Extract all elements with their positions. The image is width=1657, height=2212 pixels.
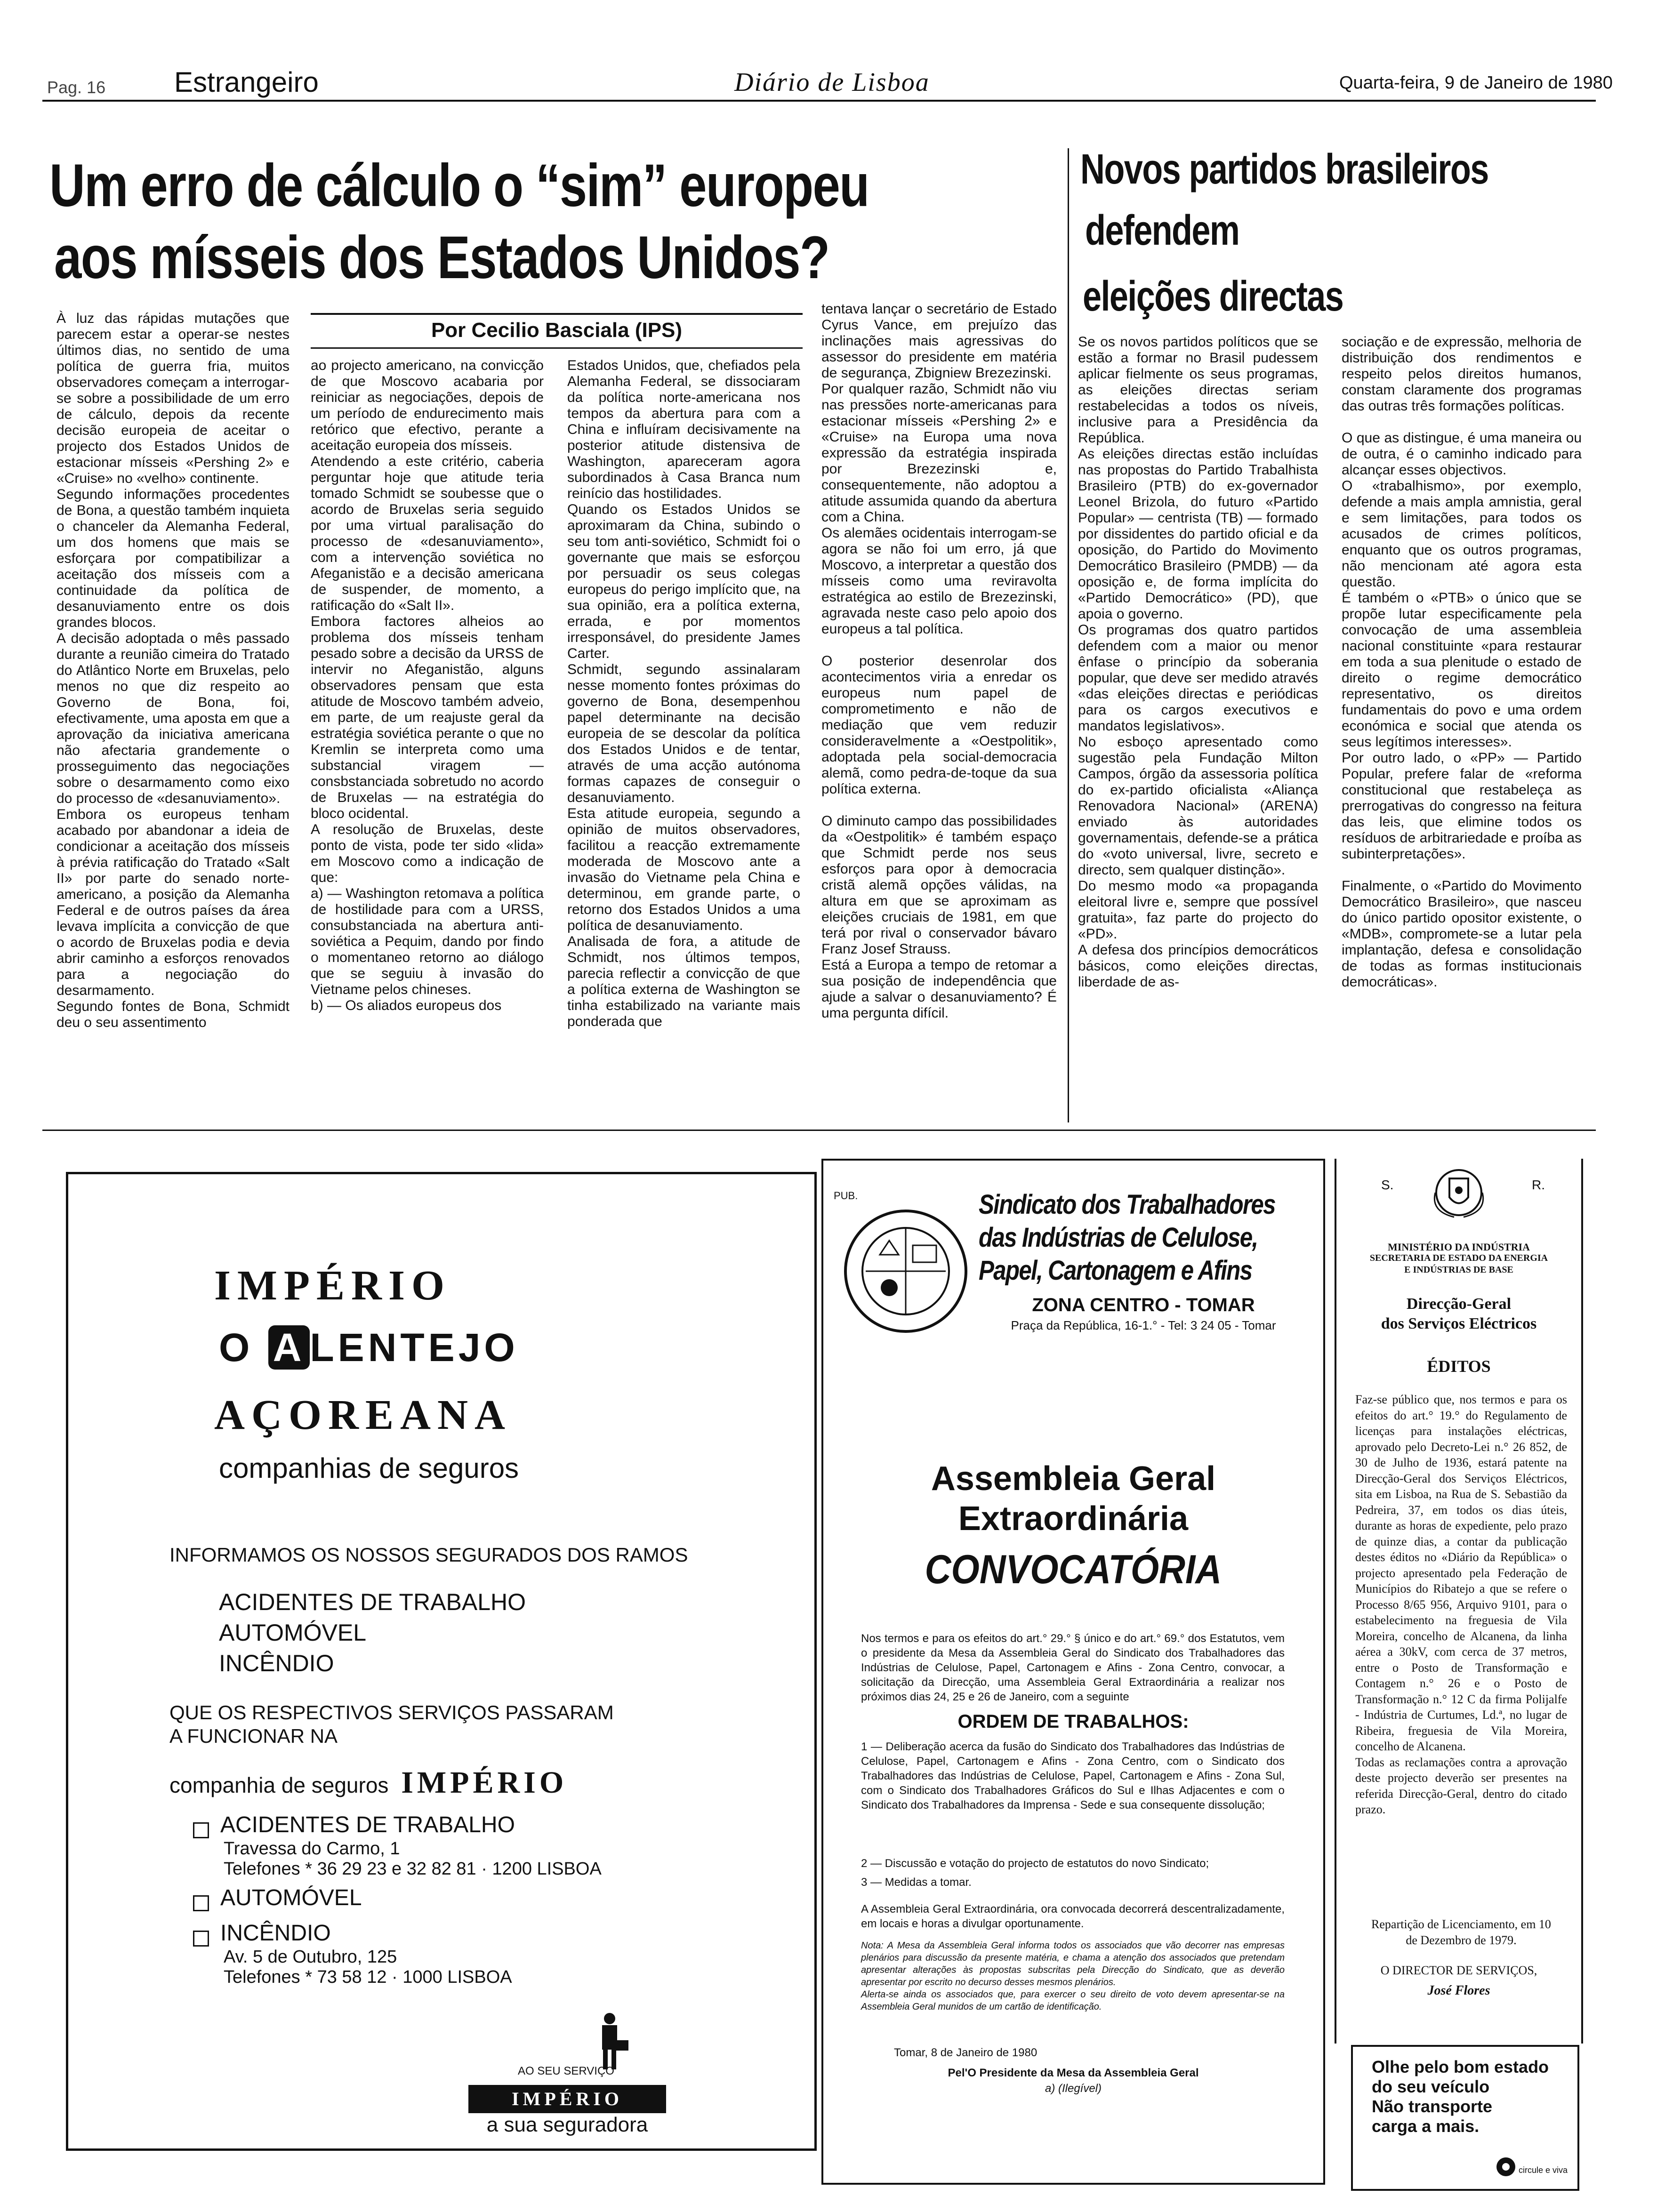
director-signature: José Flores (1427, 1983, 1490, 1998)
item-2 (193, 1885, 362, 1911)
ad-ministerio (1335, 1159, 1583, 2044)
checkbox-icon (193, 1895, 209, 1911)
agenda-paragraph: A Assembleia Geral Extraordinária, ora convocada decorrerá descentralizadamente, em locais e horas a divulgar oportunamente. (861, 1903, 1285, 1930)
union-title-line-1: Sindicato dos Trabalhadores (979, 1189, 1275, 1220)
convocation-intro: Nos termos e para os efeitos do art.° 29.° § único e do art.° 69.° dos Estatutos, vem o presidente da Mesa da Assembleia Geral do Sindicato dos Trabalhadores das Indústrias de Celulose, Papel, Cartonagem e Afins - Zona Centro, convocar, a solicitação da Direcção, uma Assembleia Geral Extraordinária a realizar nos próximos dias 24, 25 e 26 de Janeiro, com a seguinte (861, 1632, 1285, 1703)
circule-line-2: do seu veículo (1372, 2077, 1490, 2096)
editos-footer: Repartição de Licenciamento, em 10 de Dezembro de 1979. (1371, 1917, 1551, 1947)
article-divider (1068, 148, 1069, 1122)
logo-tagline: a sua seguradora (486, 2113, 648, 2136)
department-line-1: Direcção-Geral (1406, 1295, 1512, 1313)
headline2-line-2: defendem (1085, 207, 1239, 254)
road-safety-logo-icon (1494, 2155, 1518, 2179)
logo-imperio: IMPÉRIO (468, 2085, 666, 2113)
headline-line-2: aos mísseis dos Estados Unidos? (54, 224, 829, 291)
ministry-line-2: SECRETARIA DE ESTADO DA ENERGIA (1369, 1253, 1548, 1263)
agenda-title: ORDEM DE TRABALHOS: (957, 1711, 1189, 1732)
item-3-phone: Telefones * 73 58 12 · 1000 LISBOA (224, 1967, 512, 1987)
article2-column-1: Se os novos partidos políticos que se estão a formar no Brasil pudessem aplicar fielmente os seus programas, as eleições directas seriam restabelecidas a todos os níveis, inclusive para a Presidência da República. As eleições directas estão incluídas nas propostas do Partido Trabalhista Brasileiro (PTB) do ex-governador Leonel Brizola, do futuro «Partido Popular» — centrista (TB) — formado por dissidentes do partido oficial e da oposição, do Partido do Movimento Democrático Brasileiro (PMDB) — da oposição e, de forma implícita do «Partido Democrático» (PD), que apoia o governo. Os programas dos quatro partidos defendem com a maior ou menor ênfase o princípio da soberania popular, que deve ser medido através «das eleições directas e periódicas para os cargos executivos e mandatos legislativos». No esboço apresentado como sugestão pela Fundação Milton Campos, órgão da assessoria política do ex-partido oficialista «Aliança Renovadora Nacional» (ARENA) enviado às autoridades governamentais, defende-se a prática do «voto universal, livre, secreto e directo, sem qualquer distinção». Do mesmo modo «a propaganda eleitoral livre e, sempre que possível gratuita», faz parte do projecto do «PD». A defesa dos princípios democráticos básicos, como eleições directas, liberdade de as- (1078, 334, 1318, 990)
union-title-line-3: Papel, Cartonagem e Afins (979, 1255, 1252, 1286)
ad-circule (1351, 2045, 1579, 2191)
ministry-line-3: E INDÚSTRIAS DE BASE (1404, 1265, 1513, 1275)
convocation-date: Tomar, 8 de Janeiro de 1980 (894, 2046, 1038, 2059)
messenger-figure-icon (586, 2012, 633, 2073)
item-3 (193, 1920, 331, 1947)
agenda-note: Nota: A Mesa da Assembleia Geral informa todos os associados que vão decorrer nas empresas plenários para discussão da presente matéria, e chama a atenção dos associados que pretendam apresentar alterações às propostas subscritas pela Direcção do Sindicato, que as deverão apresentar por escrito no decurso desses mesmos plenários. Alerta-se ainda os associados que, para exercer o seu direito de voto devem apresentar-se na Assembleia Geral munidos de um cartão de identificação. (861, 1940, 1285, 2012)
masthead: Diário de Lisboa (734, 68, 930, 97)
assembly-line-1: Assembleia Geral (931, 1460, 1216, 1498)
agenda-item-1: 1 — Deliberação acerca da fusão do Sindicato dos Trabalhadores das Indústrias de Celulose, Papel, Cartonagem e Afins - Zona Centro, com o Sindicato dos Trabalhadores das Indústrias de Celulose, Papel, Cartonagem e Afins - Zona Sul, com o Sindicato dos Trabalhadores Gráficos do Sul e Ilhas Adjacentes e com o Sindicato dos Trabalhadores da Imprensa - Sede e sua consequente dissolução; (861, 1740, 1285, 1811)
agenda-item-2: 2 — Discussão e votação do projecto de estatutos do novo Sindicato; (861, 1857, 1209, 1870)
issue-date: Quarta-feira, 9 de Janeiro de 1980 (1339, 73, 1613, 93)
headline2-line-1: Novos partidos brasileiros (1080, 146, 1488, 193)
circule-line-3: Não transporte (1372, 2097, 1493, 2116)
union-title-line-2: das Indústrias de Celulose, (979, 1222, 1258, 1253)
article1-column-4: tentava lançar o secretário de Estado Cyrus Vance, em prejuízo das inclinações mais agressivas do assessor do presidente em matéria de segurança, Zbigniew Brezezinski. Por qualquer razão, Schmidt não viu nas pressões norte-americanas para estacionar mísseis «Pershing 2» e «Cruise» na Europa uma nova expressão da estratégia inspirada por Brezezinski e, consequentemente, não adoptou a atitude assumida quando da abertura com a China. Os alemães ocidentais interrogam-se agora se não foi um erro, já que Moscovo, a interpretar a questão dos mísseis como uma reviravolta estratégica ao estilo de Brezezinski, agravada neste caso pelo apoio dos europeus a tal política. O posterior desenrolar dos acontecimentos viria a enredar os europeus num papel de comprometimento e não de mediação que vem reduzir consideravelmente a «Oestpolitik», adoptada pela social-democracia alemã, como pedra-de-toque da sua política externa. O diminuto campo das possibilidades da «Oestpolitik» é também espaço que Schmidt perde nos seus esforços para opor à democracia cristã alemã opções válidas, na altura em que se aproximam as eleições cruciais de 1981, em que terá por rival o conservador bávaro Franz Josef Strauss. Está a Europa a tempo de retomar a sua posição de independência que ajude a salvar o desanuviamento? É uma pergunta difícil. (821, 301, 1057, 1021)
s-letter: S. (1381, 1178, 1394, 1192)
union-zone: ZONA CENTRO - TOMAR (1032, 1295, 1255, 1315)
ministry-line-1: MINISTÉRIO DA INDÚSTRIA (1388, 1241, 1530, 1253)
item-3-title: INCÊNDIO (220, 1921, 331, 1946)
article1-column-3: Estados Unidos, que, chefiados pela Alemanha Federal, se dissociaram da política norte-americana nos tempos da abertura para com a China e influíram decisivamente na posterior atitude distensiva de Washington, apareceram agora subordinados à Casa Branca num reinício das hostilidades. Quando os Estados Unidos se aproximaram da China, subindo o seu tom anti-soviético, Schmidt foi o governante que mais se esforçou por persuadir os seus colegas europeus do perigo implícito que, na sua opinião, era a política externa, errada, e por momentos irresponsável, do presidente James Carter. Schmidt, segundo assinalaram nesse momento fontes próximas do governo de Bona, desempenhou papel determinante na decisão europeia de se descolar da política dos Estados Unidos e de tentar, através de uma acção autónoma formas capazes de conseguir o desanuviamento. Esta atitude europeia, segundo a opinião de muitos observadores, facilitou a reacção extremamente moderada de Moscovo ante a invasão do Vietname pela China e determinou, em grande parte, o retorno dos Estados Unidos a uma política de desanuviamento. Analisada de fora, a atitude de Schmidt, nos últimos tempos, parecia reflectir a convicção de que a política externa de Washington se tinha estabilizado na variante mais ponderada que (567, 358, 800, 1029)
r-letter: R. (1532, 1178, 1545, 1192)
ad-subtitle: companhias de seguros (219, 1452, 519, 1484)
ad-sindicato (821, 1159, 1325, 2185)
agenda-item-3: 3 — Medidas a tomar. (861, 1876, 972, 1889)
page-number: Pag. 16 (47, 78, 106, 97)
article1-column-1: À luz das rápidas mutações que parecem estar a operar-se nestes últimos dias, no sentido de uma política de guerra fria, muitos observadores começam a interrogar-se sobre a possibilidade de um erro de cálculo, depois da recente decisão europeia de aceitar o projecto dos Estados Unidos de estacionar mísseis «Pershing 2» e «Cruise» no «velho» continente. Segundo informações procedentes de Bona, a questão também inquieta o chanceler da Alemanha Federal, um dos homens que mais se esforçara por compatibilizar a aceitação dos mísseis com a continuidade da política de desanuviamento entre os dois grandes blocos. A decisão adoptada o mês passado durante a reunião cimeira do Tratado do Atlântico Norte em Bruxelas, pelo menos no que diz respeito ao Governo de Bona, foi, efectivamente, uma aposta em que a aprovação da iniciativa americana não afectaria grandemente o prosseguimento das negociações sobre o desarmamento como eixo do processo de «desanuviamento». Embora os europeus tenham acabado por abandonar a ideia de condicionar a aceitação dos mísseis à prévia ratificação do Tratado «Salt II» por parte do senado norte-americano, a posição da Alemanha Federal e de outros países da área levava implícita a convicção de que o acordo de Bruxelas podia e devia abrir caminho a esforços renovados para a negociação do desarmamento. Segundo fontes de Bona, Schmidt deu o seu assentimento (56, 311, 290, 1030)
headline-line-1: Um erro de cálculo o “sim” europeu (49, 152, 869, 219)
ad-inform: INFORMAMOS OS NOSSOS SEGURADOS DOS RAMOS (169, 1544, 688, 1566)
item-1-address: Travessa do Carmo, 1 (224, 1839, 400, 1859)
item-1-title: ACIDENTES DE TRABALHO (220, 1812, 515, 1837)
section-title: Estrangeiro (174, 66, 319, 98)
convocatoria: CONVOCATÓRIA (925, 1547, 1222, 1592)
circule-logo-text: circule e viva (1519, 2165, 1568, 2175)
service-text: AO SEU SERVIÇO (518, 2065, 614, 2077)
brand-alentejo (219, 1325, 519, 1370)
brand-alentejo-suffix: LENTEJO (310, 1325, 519, 1370)
ramo-1: ACIDENTES DE TRABALHO (219, 1589, 526, 1615)
section-rule (42, 1130, 1596, 1131)
company-line (169, 1765, 567, 1801)
item-1-phone: Telefones * 36 29 23 e 32 82 81 · 1200 LISBOA (224, 1859, 602, 1879)
item-1 (193, 1812, 515, 1838)
byline-rule-top (311, 313, 803, 315)
checkbox-icon (193, 1822, 209, 1838)
circule-line-1: Olhe pelo bom estado (1372, 2057, 1549, 2076)
checkbox-icon (193, 1931, 209, 1947)
article1-column-2: ao projecto americano, na convicção de que Moscovo acabaria por reiniciar as negociações, depois de um período de endurecimento mais retórico que efectivo, perante a aceitação europeia dos mísseis. Atendendo a este critério, caberia perguntar hoje que atitude teria tomado Schmidt se soubesse que o acordo de Bruxelas seria seguido por uma virtual paralisação do processo de «desanuviamento», com a intervenção soviética no Afeganistão e a decisão americana de suspender, de momento, a ratificação do «Salt II». Embora factores alheios ao problema dos mísseis tenham pesado sobre a decisão da URSS de intervir no Afeganistão, alguns observadores pensam que esta atitude de Moscovo também adveio, em parte, de um reajuste geral da estratégia soviética perante o que no Kremlin se interpreta como uma substancial viragem — consbstanciada sobretudo no acordo de Bruxelas — na estratégia do bloco ocidental. A resolução de Bruxelas, deste ponto de vista, pode ter sido «lida» em Moscovo como a indicação de que: a) — Washington retomava a política de hostilidade para com a URSS, consubstanciada na abertura anti-soviética a Pequim, dando por findo o momentaneo retorno ao diálogo que se seguiu à invasão do Vietname pelos chineses. b) — Os aliados europeus dos (311, 358, 544, 1013)
editos-title: ÉDITOS (1427, 1357, 1491, 1376)
header-rule (42, 100, 1596, 102)
signature-line-2: a) (Ilegível) (1045, 2082, 1102, 2095)
brand-alentejo-letter: A (268, 1325, 310, 1370)
note-line-2: A FUNCIONAR NA (169, 1725, 338, 1747)
item-3-address: Av. 5 de Outubro, 125 (224, 1947, 397, 1967)
assembly-line-2: Extraordinária (958, 1500, 1189, 1538)
department-line-2: dos Serviços Eléctricos (1381, 1315, 1537, 1332)
byline: Por Cecilio Basciala (IPS) (431, 319, 683, 342)
union-address: Praça da República, 16-1.° - Tel: 3 24 05 - Tomar (1011, 1318, 1276, 1332)
signature-line-1: Pel'O Presidente da Mesa da Assembleia Geral (948, 2067, 1199, 2079)
headline2-line-3: eleições directas (1083, 273, 1343, 320)
ramo-3: INCÊNDIO (219, 1650, 334, 1676)
brand-alentejo-prefix: O (219, 1325, 254, 1370)
company-prefix: companhia de seguros (169, 1773, 389, 1797)
coat-of-arms-icon (1426, 1164, 1492, 1221)
director-title: O DIRECTOR DE SERVIÇOS, (1380, 1964, 1537, 1977)
ramo-2: AUTOMÓVEL (219, 1619, 367, 1646)
brand-acoreana: AÇOREANA (214, 1392, 512, 1438)
company-name: IMPÉRIO (401, 1765, 568, 1800)
byline-rule-bottom (311, 347, 803, 349)
pub-label: PUB. (834, 1190, 858, 1202)
editos-body: Faz-se público que, nos termos e para os efeitos do art.° 19.° do Regulamento de licenças para instalações eléctricas, aprovado pelo Decreto-Lei n.° 26 852, de 30 de Julho de 1936, estará patente na Direcção-Geral dos Serviços Eléctricos, sita em Lisboa, na Rua de S. Sebastião da Pedreira, 37, em todos os dias úteis, durante as horas de expediente, pelo prazo de quinze dias, a contar da publicação destes éditos no «Diário da República» o projecto apresentado pela Federação de Municípios do Ribatejo a que se refere o Processo 8/65 956, Arquivo 9101, para o estabelecimento na freguesia de Vila Moreira, concelho de Alcanena, da linha aérea a 30kV, com cerca de 37 metros, entre o Posto de Transformação e Contagem n.° 26 e o Posto de Transformação n.° 12 C da firma Polijalfe - Indústria de Curtumes, Ld.ª, no lugar de Ribeira, freguesia de Vila Moreira, concelho de Alcanena. Todas as reclamações contra a aprovação deste projecto deverão ser presentes na referida Direcção-Geral, dentro do citado prazo. (1355, 1393, 1567, 1816)
item-2-title: AUTOMÓVEL (220, 1885, 362, 1910)
circule-line-4: carga a mais. (1372, 2116, 1480, 2136)
note-line-1: QUE OS RESPECTIVOS SERVIÇOS PASSARAM (169, 1701, 614, 1723)
union-seal-icon (842, 1208, 969, 1335)
brand-imperio: IMPÉRIO (214, 1262, 451, 1309)
article2-column-2: sociação e de expressão, melhoria de distribuição dos rendimentos e respeito pelos direitos humanos, constam claramente dos programas das outras três formações políticas. O que as distingue, é uma maneira ou de outra, é o caminho indicado para alcançar esses objectivos. O «trabalhismo», por exemplo, defende a mais ampla amnistia, geral e sem limitações, para todos os acusados de crimes políticos, enquanto que os outros programas, não mencionam até agora esta questão. É também o «PTB» o único que se propõe lutar especificamente pela convocação de uma assembleia nacional constituinte «para restaurar em toda a sua plenitude o estado de direito o regime democrático representativo, os direitos fundamentais do povo e uma ordem económica e social que atenda os seus legítimos interesses». Por outro lado, o «PP» — Partido Popular, prefere falar de «reforma constitucional que restabeleça as prerrogativas do congresso na feitura das leis, que elimine todos os resíduos de arbitrariedade e proíba as subinterpretações». Finalmente, o «Partido do Movimento Democrático Brasileiro», que nasceu do único partido opositor existente, o «MDB», compromete-se a lutar pela implantação, defesa e consolidação de todas as formas institucionais democráticas». (1342, 334, 1582, 990)
ad-imperio (66, 1172, 817, 2151)
